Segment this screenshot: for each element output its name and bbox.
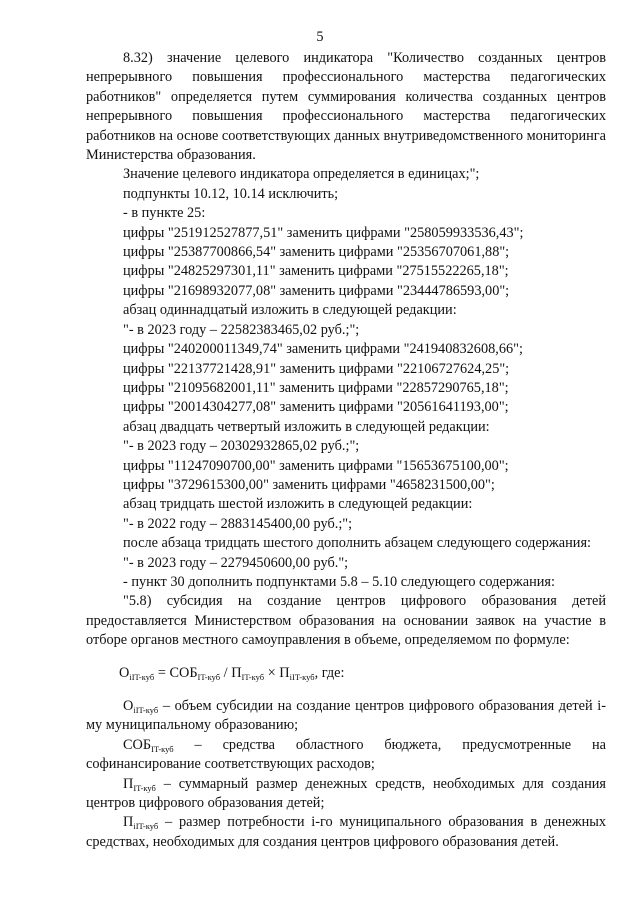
text-line: "- в 2023 году – 2279450600,00 руб."; (123, 554, 349, 571)
formula-part: , где: (314, 664, 345, 681)
document-body (86, 49, 606, 852)
formula-subscript: iIT-куб (289, 671, 315, 682)
text-line: абзац двадцать четвертый изложить в следующей редакции: (123, 418, 490, 435)
text-line: - пункт 30 дополнить подпунктами 5.8 – 5.10 следующего содержания: (123, 573, 555, 590)
replacement-line: цифры "21095682001,11" заменить цифрами "22857290765,18"; (123, 379, 509, 396)
paragraph-5-8: "5.8) субсидия на создание центров цифрового образования детей предоставляется Министерством образования на основании заявок на участие в отборе органов местного самоуправления в объеме, определяемом по формуле: (86, 593, 606, 649)
formula-subscript: iIT-куб (129, 671, 155, 682)
replacement-line: цифры "3729615300,00" заменить цифрами "4658231500,00"; (123, 476, 495, 493)
text-line: подпункты 10.12, 10.14 исключить; (123, 185, 339, 202)
definition-item: $СОБ_{IT-куб}$ – средства областного бюджета, предусмотренные на софинансирование соответствующих расходов; (86, 736, 606, 773)
formula-symbol: О (119, 664, 130, 681)
text-line: "- в 2022 году – 2883145400,00 руб.;"; (123, 515, 353, 532)
replacement-line: цифры "20014304277,08" заменить цифрами "20561641193,00"; (123, 399, 509, 416)
formula-part: = СОБ (154, 664, 198, 681)
replacement-line: цифры "240200011349,74" заменить цифрами "241940832608,66"; (123, 341, 523, 358)
page-number: 5 (316, 29, 324, 45)
definition-item: $П_{IT-куб}$ – суммарный размер денежных средств, необходимых для создания центров цифрового образования детей; (86, 775, 606, 812)
formula-subscript: IT-куб (241, 671, 265, 682)
formula-subscript: IT-куб (197, 671, 221, 682)
formula-part: × П (264, 664, 290, 681)
replacement-line: цифры "11247090700,00" заменить цифрами "15653675100,00"; (123, 457, 509, 474)
text-line: "- в 2023 году – 20302932865,02 руб.;"; (123, 438, 360, 455)
text-line: "- в 2023 году – 22582383465,02 руб.;"; (123, 321, 360, 338)
formula-part: / П (220, 664, 242, 681)
definition-item: $П_{iIT-куб}$ – размер потребности i-го муниципального образования в денежных средствах, необходимых для создания центров цифрового образования детей. (86, 814, 606, 850)
text-line: Значение целевого индикатора определяется в единицах;"; (123, 166, 480, 183)
replacement-line: цифры "251912527877,51" заменить цифрами "258059933536,43"; (123, 224, 524, 241)
paragraph-add-abzac: после абзаца тридцать шестого дополнить абзацем следующего содержания: (123, 535, 591, 552)
replacement-line: цифры "21698932077,08" заменить цифрами "23444786593,00"; (123, 282, 510, 299)
replacement-line: цифры "24825297301,11" заменить цифрами "27515522265,18"; (123, 263, 509, 280)
text-line: абзац тридцать шестой изложить в следующей редакции: (123, 496, 473, 513)
paragraph-8-32: 8.32) значение целевого индикатора "Количество созданных центров непрерывного повышения профессионального мастерства педагогических работников" определяется путем суммирования количества созданных центров непрерывного повышения профессионального мастерства педагогических работников на основе соответствующих данных внутриведомственного мониторинга Министерства образования. (86, 50, 606, 164)
text-line: - в пункте 25: (123, 205, 206, 222)
definition-item: $О_{iIT-куб}$ – объем субсидии на создание центров цифрового образования детей i-му муниципальному образованию; (86, 698, 606, 734)
text-line: абзац одиннадцатый изложить в следующей редакции: (123, 302, 457, 319)
formula (86, 664, 606, 683)
replacement-line: цифры "25387700866,54" заменить цифрами "25356707061,88"; (123, 244, 510, 261)
replacement-line: цифры "22137721428,91" заменить цифрами "22106727624,25"; (123, 360, 510, 377)
